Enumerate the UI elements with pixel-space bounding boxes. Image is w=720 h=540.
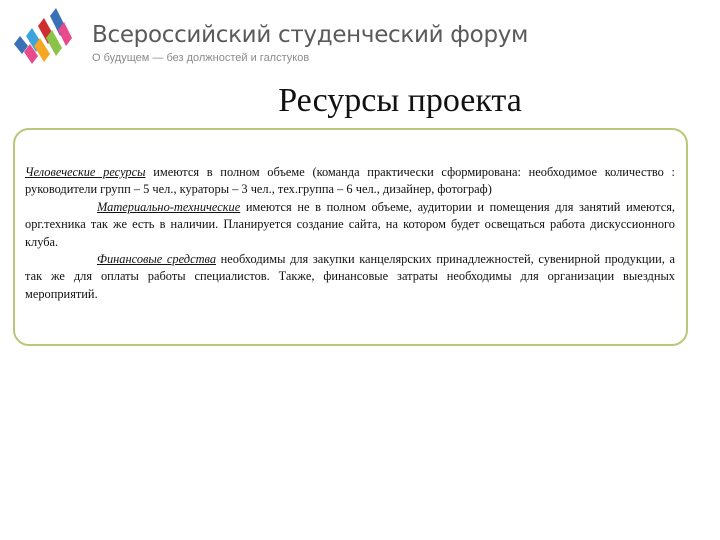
text-financial-resources: необходимы для закупки канцелярских принадлежностей, сувенирной продукции, а так же для оплаты работы специалистов. Также, финансовые затраты необходимы для организации выездных мероприятий. [25,252,675,301]
paragraph-material-resources [25,199,675,251]
paragraph-financial-resources [25,251,675,303]
brand-tagline: О будущем — без должностей и галстуков [92,52,310,64]
forum-logo [12,6,74,70]
brand-title: Всероссийский студенческий форум [92,22,529,48]
term-financial-resources: Финансовые средства [97,252,217,267]
content-box [13,128,688,346]
paragraph-human-resources [25,164,675,199]
slide-title: Ресурсы проекта [278,82,522,119]
text-material-resources: имеются не в полном объеме, аудитории и помещения для занятий имеются, орг.техника так же есть в наличии. Планируется создание сайта, на котором будет освещаться работа дискуссионного клуба. [25,199,675,249]
content-text [25,164,675,303]
term-human-resources: Человеческие ресурсы [25,165,146,179]
text-human-resources: имеются в полном объеме (команда практически сформирована: необходимое количество : руководители групп – 5 чел., кураторы – 3 чел., тех.группа – 6 чел., дизайнер, фотограф) [25,165,675,197]
term-material-resources: Материально-технические [97,199,241,214]
